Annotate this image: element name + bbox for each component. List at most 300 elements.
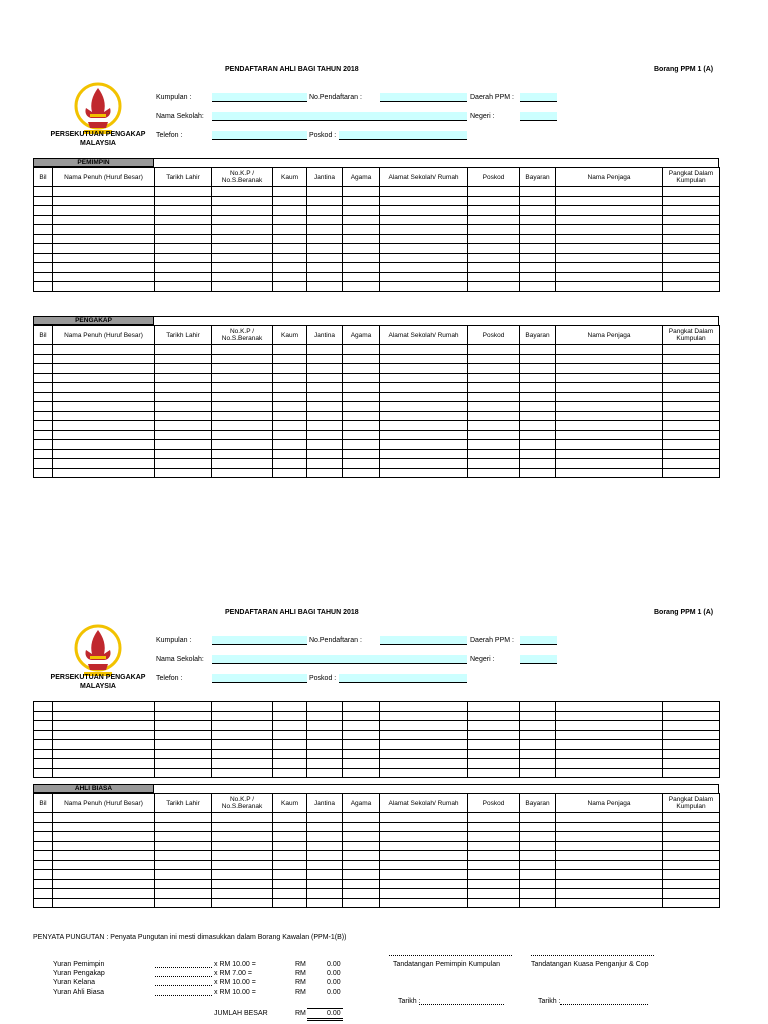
table-cell[interactable] (34, 468, 53, 478)
nama-sekolah-field-2[interactable] (212, 655, 467, 664)
table-cell[interactable] (556, 440, 663, 450)
table-cell[interactable] (663, 263, 720, 273)
table-cell[interactable] (468, 468, 520, 478)
table-cell[interactable] (212, 711, 273, 721)
table-cell[interactable] (343, 889, 380, 899)
daerah-ppm-field[interactable] (520, 93, 557, 102)
table-cell[interactable] (53, 253, 155, 263)
table-cell[interactable] (34, 768, 53, 778)
table-cell[interactable] (343, 730, 380, 740)
no-pendaftaran-field-2[interactable] (380, 636, 467, 645)
table-cell[interactable] (212, 879, 273, 889)
fee-count-line[interactable] (155, 976, 212, 977)
table-cell[interactable] (155, 468, 212, 478)
table-cell[interactable] (212, 851, 273, 861)
table-cell[interactable] (53, 898, 155, 908)
table-cell[interactable] (307, 440, 343, 450)
table-cell[interactable] (53, 851, 155, 861)
table-cell[interactable] (307, 740, 343, 750)
table-cell[interactable] (468, 225, 520, 235)
table-cell[interactable] (155, 879, 212, 889)
table-cell[interactable] (273, 721, 307, 731)
table-cell[interactable] (155, 354, 212, 364)
table-cell[interactable] (556, 244, 663, 254)
table-cell[interactable] (380, 768, 468, 778)
table-cell[interactable] (34, 263, 53, 273)
leader-date-line[interactable] (419, 1004, 504, 1005)
table-cell[interactable] (53, 225, 155, 235)
table-cell[interactable] (663, 383, 720, 393)
table-cell[interactable] (307, 898, 343, 908)
table-cell[interactable] (556, 215, 663, 225)
table-cell[interactable] (556, 421, 663, 431)
table-cell[interactable] (663, 730, 720, 740)
table-cell[interactable] (556, 373, 663, 383)
table-cell[interactable] (273, 272, 307, 282)
table-cell[interactable] (663, 244, 720, 254)
table-cell[interactable] (155, 851, 212, 861)
table-cell[interactable] (34, 354, 53, 364)
table-cell[interactable] (556, 468, 663, 478)
table-cell[interactable] (53, 832, 155, 842)
table-cell[interactable] (343, 440, 380, 450)
table-cell[interactable] (53, 711, 155, 721)
table-cell[interactable] (663, 187, 720, 197)
table-cell[interactable] (343, 832, 380, 842)
table-cell[interactable] (663, 411, 720, 421)
table-cell[interactable] (307, 459, 343, 469)
table-cell[interactable] (273, 759, 307, 769)
table-cell[interactable] (468, 206, 520, 216)
table-cell[interactable] (556, 749, 663, 759)
table-cell[interactable] (53, 244, 155, 254)
table-cell[interactable] (53, 889, 155, 899)
table-cell[interactable] (663, 354, 720, 364)
table-cell[interactable] (273, 421, 307, 431)
table-cell[interactable] (34, 749, 53, 759)
table-cell[interactable] (520, 373, 556, 383)
table-cell[interactable] (273, 206, 307, 216)
table-cell[interactable] (556, 345, 663, 355)
table-cell[interactable] (34, 430, 53, 440)
table-cell[interactable] (343, 253, 380, 263)
table-cell[interactable] (520, 383, 556, 393)
table-cell[interactable] (556, 234, 663, 244)
table-cell[interactable] (307, 215, 343, 225)
table-cell[interactable] (212, 721, 273, 731)
table-cell[interactable] (343, 364, 380, 374)
table-cell[interactable] (34, 225, 53, 235)
table-cell[interactable] (307, 768, 343, 778)
table-cell[interactable] (34, 832, 53, 842)
table-cell[interactable] (380, 225, 468, 235)
table-cell[interactable] (468, 402, 520, 412)
table-cell[interactable] (307, 889, 343, 899)
table-cell[interactable] (556, 730, 663, 740)
table-cell[interactable] (520, 740, 556, 750)
table-cell[interactable] (212, 215, 273, 225)
table-cell[interactable] (380, 364, 468, 374)
table-cell[interactable] (34, 879, 53, 889)
table-cell[interactable] (273, 244, 307, 254)
table-cell[interactable] (53, 383, 155, 393)
table-cell[interactable] (212, 244, 273, 254)
table-cell[interactable] (663, 421, 720, 431)
table-cell[interactable] (307, 282, 343, 292)
table-cell[interactable] (212, 889, 273, 899)
table-cell[interactable] (34, 345, 53, 355)
table-cell[interactable] (53, 459, 155, 469)
table-cell[interactable] (53, 234, 155, 244)
table-cell[interactable] (468, 459, 520, 469)
table-cell[interactable] (343, 272, 380, 282)
table-cell[interactable] (343, 402, 380, 412)
table-cell[interactable] (307, 234, 343, 244)
table-cell[interactable] (380, 421, 468, 431)
table-cell[interactable] (343, 822, 380, 832)
table-cell[interactable] (663, 879, 720, 889)
table-cell[interactable] (34, 253, 53, 263)
table-cell[interactable] (663, 392, 720, 402)
table-cell[interactable] (53, 272, 155, 282)
table-cell[interactable] (468, 392, 520, 402)
table-cell[interactable] (155, 440, 212, 450)
table-cell[interactable] (520, 898, 556, 908)
table-cell[interactable] (212, 740, 273, 750)
table-cell[interactable] (520, 860, 556, 870)
table-cell[interactable] (556, 768, 663, 778)
table-cell[interactable] (520, 449, 556, 459)
table-cell[interactable] (53, 860, 155, 870)
table-cell[interactable] (468, 898, 520, 908)
table-cell[interactable] (307, 721, 343, 731)
table-cell[interactable] (53, 870, 155, 880)
table-cell[interactable] (520, 187, 556, 197)
table-cell[interactable] (155, 206, 212, 216)
table-cell[interactable] (273, 354, 307, 364)
table-cell[interactable] (212, 841, 273, 851)
table-cell[interactable] (155, 841, 212, 851)
table-cell[interactable] (380, 851, 468, 861)
table-cell[interactable] (307, 749, 343, 759)
table-cell[interactable] (34, 373, 53, 383)
table-cell[interactable] (273, 459, 307, 469)
table-cell[interactable] (343, 749, 380, 759)
table-cell[interactable] (53, 354, 155, 364)
table-cell[interactable] (53, 449, 155, 459)
table-cell[interactable] (343, 345, 380, 355)
table-cell[interactable] (307, 272, 343, 282)
table-cell[interactable] (380, 822, 468, 832)
table-cell[interactable] (212, 354, 273, 364)
table-cell[interactable] (343, 411, 380, 421)
table-cell[interactable] (273, 813, 307, 823)
table-cell[interactable] (520, 721, 556, 731)
table-cell[interactable] (556, 832, 663, 842)
table-cell[interactable] (273, 364, 307, 374)
table-cell[interactable] (380, 430, 468, 440)
table-cell[interactable] (520, 253, 556, 263)
table-cell[interactable] (663, 721, 720, 731)
table-cell[interactable] (520, 879, 556, 889)
table-cell[interactable] (343, 813, 380, 823)
table-cell[interactable] (520, 244, 556, 254)
table-cell[interactable] (155, 749, 212, 759)
table-cell[interactable] (520, 768, 556, 778)
table-cell[interactable] (343, 468, 380, 478)
table-cell[interactable] (212, 430, 273, 440)
table-cell[interactable] (343, 740, 380, 750)
table-cell[interactable] (212, 702, 273, 712)
table-cell[interactable] (556, 841, 663, 851)
daerah-ppm-field-2[interactable] (520, 636, 557, 645)
table-cell[interactable] (520, 282, 556, 292)
kumpulan-field[interactable] (212, 93, 307, 102)
table-cell[interactable] (307, 851, 343, 861)
nama-sekolah-field[interactable] (212, 112, 467, 121)
table-cell[interactable] (380, 832, 468, 842)
table-cell[interactable] (34, 860, 53, 870)
table-cell[interactable] (663, 402, 720, 412)
table-cell[interactable] (155, 373, 212, 383)
poskod-field[interactable] (339, 131, 467, 140)
table-cell[interactable] (212, 402, 273, 412)
table-cell[interactable] (556, 383, 663, 393)
table-cell[interactable] (468, 768, 520, 778)
table-cell[interactable] (307, 702, 343, 712)
table-cell[interactable] (520, 841, 556, 851)
table-cell[interactable] (468, 364, 520, 374)
table-cell[interactable] (273, 411, 307, 421)
table-cell[interactable] (307, 196, 343, 206)
table-cell[interactable] (34, 244, 53, 254)
table-cell[interactable] (380, 187, 468, 197)
table-cell[interactable] (468, 702, 520, 712)
table-cell[interactable] (380, 749, 468, 759)
table-cell[interactable] (468, 282, 520, 292)
table-cell[interactable] (34, 889, 53, 899)
table-cell[interactable] (34, 215, 53, 225)
table-cell[interactable] (343, 841, 380, 851)
table-cell[interactable] (380, 354, 468, 364)
table-cell[interactable] (663, 373, 720, 383)
table-cell[interactable] (273, 898, 307, 908)
table-cell[interactable] (343, 392, 380, 402)
table-cell[interactable] (212, 187, 273, 197)
table-cell[interactable] (343, 449, 380, 459)
table-cell[interactable] (273, 345, 307, 355)
table-cell[interactable] (520, 851, 556, 861)
table-cell[interactable] (53, 749, 155, 759)
table-cell[interactable] (380, 383, 468, 393)
table-cell[interactable] (468, 841, 520, 851)
table-cell[interactable] (155, 813, 212, 823)
table-cell[interactable] (520, 364, 556, 374)
table-cell[interactable] (53, 468, 155, 478)
table-cell[interactable] (273, 430, 307, 440)
table-cell[interactable] (380, 206, 468, 216)
table-cell[interactable] (34, 440, 53, 450)
table-cell[interactable] (212, 364, 273, 374)
table-cell[interactable] (556, 263, 663, 273)
table-cell[interactable] (556, 711, 663, 721)
table-cell[interactable] (468, 740, 520, 750)
table-cell[interactable] (307, 244, 343, 254)
table-cell[interactable] (343, 215, 380, 225)
table-cell[interactable] (520, 759, 556, 769)
table-cell[interactable] (380, 244, 468, 254)
table-cell[interactable] (53, 841, 155, 851)
table-cell[interactable] (343, 421, 380, 431)
table-cell[interactable] (212, 832, 273, 842)
table-cell[interactable] (343, 879, 380, 889)
telefon-field[interactable] (212, 131, 307, 140)
table-cell[interactable] (468, 196, 520, 206)
table-cell[interactable] (380, 870, 468, 880)
table-cell[interactable] (53, 721, 155, 731)
table-cell[interactable] (380, 721, 468, 731)
table-cell[interactable] (343, 759, 380, 769)
table-cell[interactable] (380, 702, 468, 712)
table-cell[interactable] (307, 421, 343, 431)
table-cell[interactable] (520, 421, 556, 431)
table-cell[interactable] (53, 421, 155, 431)
table-cell[interactable] (273, 263, 307, 273)
table-cell[interactable] (53, 206, 155, 216)
table-cell[interactable] (53, 345, 155, 355)
table-cell[interactable] (273, 841, 307, 851)
table-cell[interactable] (212, 749, 273, 759)
table-cell[interactable] (155, 253, 212, 263)
table-cell[interactable] (155, 832, 212, 842)
table-cell[interactable] (53, 768, 155, 778)
table-cell[interactable] (380, 282, 468, 292)
table-cell[interactable] (34, 711, 53, 721)
table-cell[interactable] (212, 253, 273, 263)
table-cell[interactable] (520, 832, 556, 842)
table-cell[interactable] (307, 832, 343, 842)
table-cell[interactable] (556, 402, 663, 412)
table-cell[interactable] (556, 196, 663, 206)
fee-count-line[interactable] (155, 995, 212, 996)
table-cell[interactable] (343, 187, 380, 197)
table-cell[interactable] (273, 730, 307, 740)
table-cell[interactable] (212, 822, 273, 832)
table-cell[interactable] (380, 740, 468, 750)
table-cell[interactable] (468, 354, 520, 364)
table-cell[interactable] (34, 730, 53, 740)
table-cell[interactable] (307, 813, 343, 823)
table-cell[interactable] (53, 187, 155, 197)
table-cell[interactable] (663, 234, 720, 244)
table-cell[interactable] (380, 402, 468, 412)
table-cell[interactable] (663, 253, 720, 263)
table-cell[interactable] (53, 263, 155, 273)
table-cell[interactable] (380, 272, 468, 282)
table-cell[interactable] (663, 459, 720, 469)
table-cell[interactable] (556, 253, 663, 263)
table-cell[interactable] (520, 196, 556, 206)
table-cell[interactable] (556, 898, 663, 908)
table-cell[interactable] (556, 813, 663, 823)
telefon-field-2[interactable] (212, 674, 307, 683)
table-cell[interactable] (556, 702, 663, 712)
table-cell[interactable] (663, 759, 720, 769)
table-cell[interactable] (155, 282, 212, 292)
table-cell[interactable] (307, 253, 343, 263)
table-cell[interactable] (307, 206, 343, 216)
table-cell[interactable] (34, 759, 53, 769)
table-cell[interactable] (34, 206, 53, 216)
table-cell[interactable] (273, 402, 307, 412)
table-cell[interactable] (556, 354, 663, 364)
official-signature-line[interactable] (531, 955, 654, 956)
table-cell[interactable] (468, 187, 520, 197)
table-cell[interactable] (380, 860, 468, 870)
table-cell[interactable] (663, 449, 720, 459)
table-cell[interactable] (155, 449, 212, 459)
table-cell[interactable] (520, 430, 556, 440)
table-cell[interactable] (212, 263, 273, 273)
table-cell[interactable] (212, 234, 273, 244)
table-cell[interactable] (307, 345, 343, 355)
table-cell[interactable] (343, 206, 380, 216)
table-cell[interactable] (468, 244, 520, 254)
table-cell[interactable] (663, 749, 720, 759)
table-cell[interactable] (273, 383, 307, 393)
table-cell[interactable] (212, 813, 273, 823)
table-cell[interactable] (155, 402, 212, 412)
table-cell[interactable] (663, 860, 720, 870)
table-cell[interactable] (155, 196, 212, 206)
table-cell[interactable] (273, 889, 307, 899)
table-cell[interactable] (556, 206, 663, 216)
table-cell[interactable] (53, 702, 155, 712)
table-cell[interactable] (53, 282, 155, 292)
table-cell[interactable] (520, 272, 556, 282)
table-cell[interactable] (34, 721, 53, 731)
table-cell[interactable] (520, 440, 556, 450)
table-cell[interactable] (155, 187, 212, 197)
table-cell[interactable] (307, 225, 343, 235)
table-cell[interactable] (556, 225, 663, 235)
table-cell[interactable] (307, 411, 343, 421)
table-cell[interactable] (155, 702, 212, 712)
official-date-line[interactable] (560, 1004, 648, 1005)
table-cell[interactable] (212, 898, 273, 908)
table-cell[interactable] (520, 402, 556, 412)
table-cell[interactable] (468, 383, 520, 393)
table-cell[interactable] (34, 282, 53, 292)
table-cell[interactable] (53, 215, 155, 225)
table-cell[interactable] (663, 822, 720, 832)
negeri-field[interactable] (520, 112, 557, 121)
table-cell[interactable] (273, 740, 307, 750)
table-cell[interactable] (155, 225, 212, 235)
table-cell[interactable] (468, 373, 520, 383)
table-cell[interactable] (273, 711, 307, 721)
table-cell[interactable] (520, 215, 556, 225)
table-cell[interactable] (343, 373, 380, 383)
table-cell[interactable] (663, 196, 720, 206)
table-cell[interactable] (307, 402, 343, 412)
table-cell[interactable] (520, 354, 556, 364)
table-cell[interactable] (520, 459, 556, 469)
table-cell[interactable] (380, 841, 468, 851)
table-cell[interactable] (663, 711, 720, 721)
table-cell[interactable] (663, 841, 720, 851)
table-cell[interactable] (556, 721, 663, 731)
